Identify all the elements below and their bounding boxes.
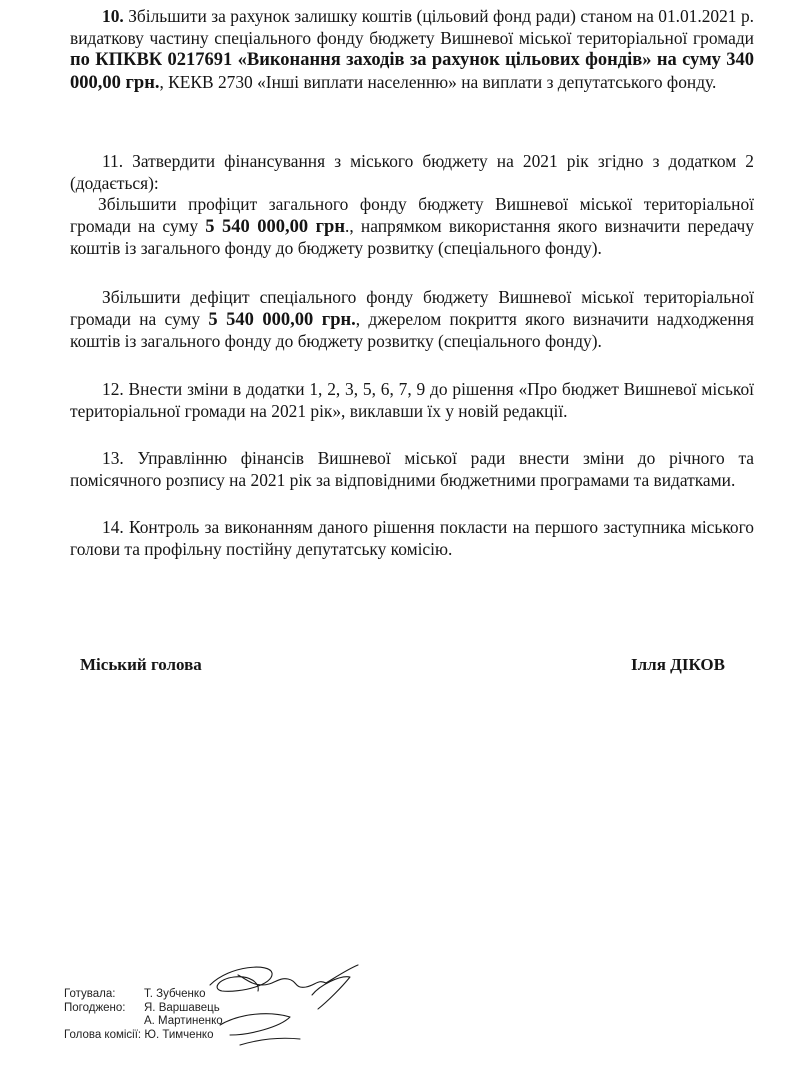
- head-name: Ю. Тимченко: [144, 1028, 214, 1041]
- paragraph-14: 14. Контроль за виконанням даного рішення покласти на першого заступника міського голови та профільну постійну депутатську комісію.: [70, 517, 754, 559]
- paragraph-11-surplus: [70, 194, 754, 260]
- surplus-amount: 5 540 000,00 грн: [205, 216, 345, 237]
- prepared-label: Готувала:: [64, 988, 116, 1000]
- paragraph-10-kekv: , КЕКВ 2730 «Інші виплати населенню» на виплати з депутатського фонду.: [159, 71, 717, 92]
- prepared-name: Т. Зубченко: [144, 988, 206, 1000]
- deficit-amount: 5 540 000,00 грн.: [208, 309, 356, 330]
- agreed-row: [64, 1002, 223, 1016]
- deficit-text-end: , джерелом покриття якого визначити надходження коштів із загального фонду до бюджету розвитку (спеціального фонду).: [70, 308, 754, 351]
- paragraph-12: 12. Внести зміни в додатки 1, 2, 3, 5, 6, 7, 9 до рішення «Про бюджет Вишневої міської територіальної громади на 2021 рік», виклавши їх у новій редакції.: [70, 379, 754, 421]
- signature-name: Ілля ДІКОВ: [631, 655, 725, 674]
- footer-approvals: [64, 988, 223, 1042]
- paragraph-13: 13. Управлінню фінансів Вишневої міської ради внести зміни до річного та помісячного розпису на 2021 рік за відповідними бюджетними програмами та видатками.: [70, 448, 754, 490]
- paragraph-11: 11. Затвердити фінансування з міського бюджету на 2021 рік згідно з додатком 2 (додається):: [70, 151, 754, 193]
- head-label: Голова комісії:: [64, 1028, 142, 1041]
- prepared-row: [64, 988, 223, 1002]
- head-row: [64, 1029, 223, 1043]
- surplus-text: Збільшити профіцит загального фонду бюджету Вишневої міської територіальної громади на суму: [70, 194, 754, 236]
- agreed-label: Погоджено:: [64, 1001, 126, 1014]
- deficit-text: Збільшити дефіцит спеціального фонду бюджету Вишневої міської територіальної громади на суму: [70, 287, 754, 329]
- paragraph-10-number: 10.: [102, 6, 124, 26]
- paragraph-10-text: Збільшити за рахунок залишку коштів (цільовий фонд ради) станом на 01.01.2021 р. видаткову частину спеціального фонду бюджету Вишневої міської територіальної громади: [70, 6, 754, 48]
- paragraph-11-deficit: [70, 287, 754, 353]
- handwritten-signature: [200, 955, 370, 1065]
- agreed-row-2: [64, 1015, 223, 1029]
- signature-position: Міський голова: [80, 655, 202, 674]
- surplus-text-end: ., напрямком використання якого визначити передачу коштів із загального фонду до бюджету розвитку (спеціального фонду).: [70, 215, 754, 258]
- agreed-name-2: А. Мартиненко: [144, 1015, 223, 1027]
- agreed-name-1: Я. Варшавець: [144, 1001, 220, 1014]
- paragraph-10-kpk: по КПКВК 0217691 «Виконання заходів за рахунок цільових фондів» на суму 340 000,00 грн.: [70, 50, 754, 93]
- paragraph-10: [70, 6, 754, 94]
